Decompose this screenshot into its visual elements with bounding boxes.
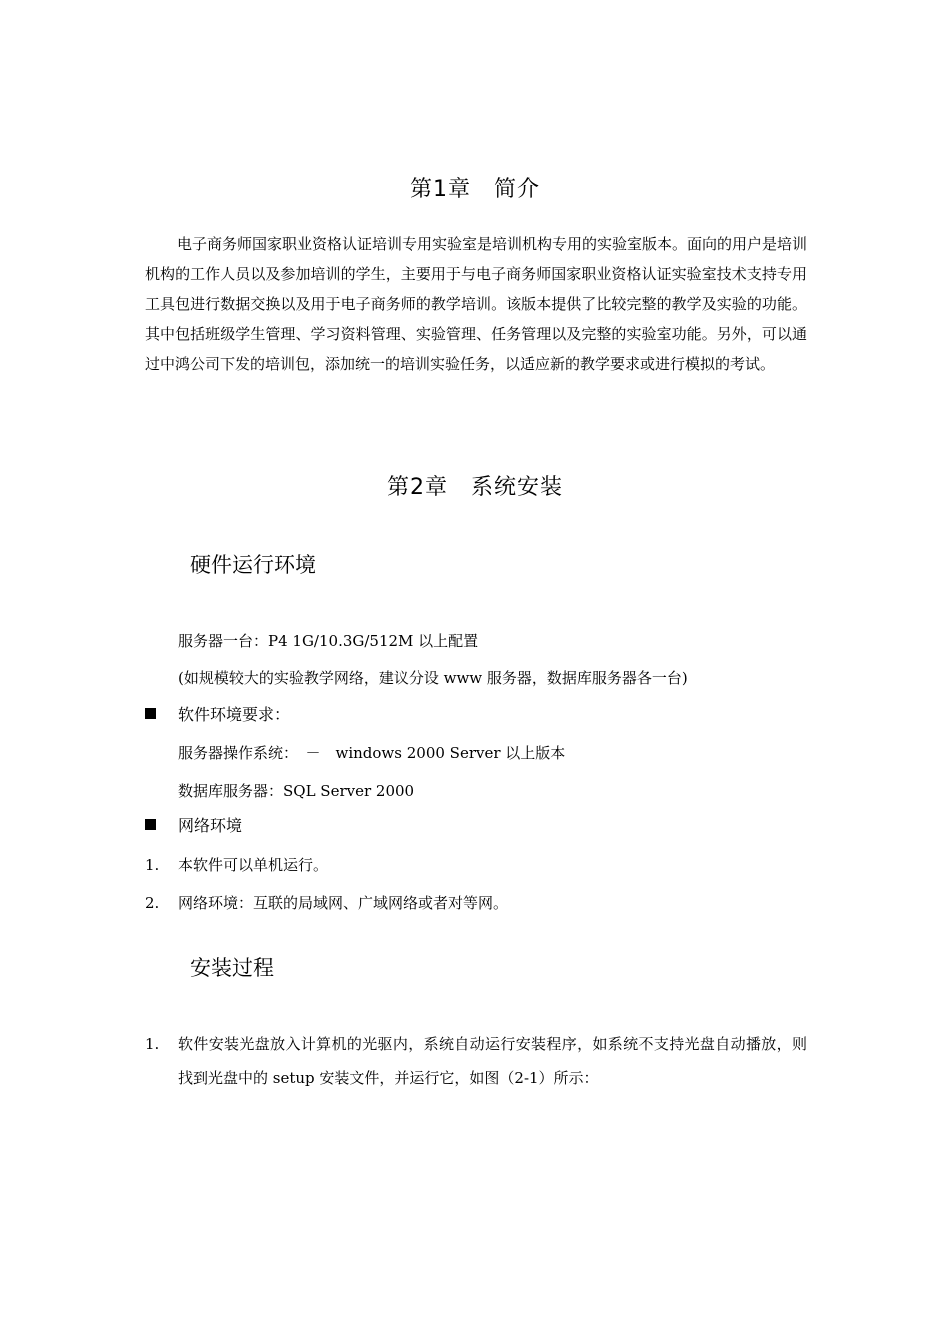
chapter-1-title: 第1章 简介 [410, 177, 540, 202]
list-text: 网络环境：互联的局域网、广域网络或者对等网。 [178, 894, 509, 912]
chapter-1-paragraph: 电子商务师国家职业资格认证培训专用实验室是培训机构专用的实验室版本。面向的用户是培训机构的工作人员以及参加培训的学生，主要用于与电子商务师国家职业资格认证实验室技术支持专用工具包进行数据交换以及用于电子商务师的教学培训。该版本提供了比较完整的教学及实验的功能。其中包括班级学生管理、学习资料管理、实验管理、任务管理以及完整的实验室功能。另外，可以通过中鸿公司下发的培训包，添加统一的培训实验任务，以适应新的教学要求或进行模拟的考试。 [145, 235, 808, 373]
network-item-1 [145, 854, 328, 876]
chapter-2-title: 第2章 系统安装 [387, 475, 563, 500]
software-heading: 软件环境要求： [178, 705, 291, 724]
install-section-title: 安装过程 [190, 956, 274, 980]
hardware-section-title: 硬件运行环境 [190, 553, 316, 577]
network-item-2 [145, 892, 508, 914]
hardware-line-server: 服务器一台：P4 1G/10.3G/512M 以上配置 [178, 632, 479, 650]
hardware-line-note: (如规模较大的实验教学网络，建议分设 www 服务器，数据库服务器各一台) [178, 669, 688, 687]
square-bullet-icon [145, 819, 156, 830]
list-text: 软件安装光盘放入计算机的光驱内，系统自动运行安装程序，如系统不支持光盘自动播放，则找到光盘中的 setup 安装文件，并运行它，如图（2-1）所示： [178, 1035, 807, 1087]
list-number: 2. [145, 894, 160, 912]
install-item-1 [145, 1027, 807, 1095]
list-number: 1. [145, 1035, 160, 1053]
list-number: 1. [145, 856, 160, 874]
software-heading-row [145, 704, 290, 726]
square-bullet-icon [145, 708, 156, 719]
network-heading-row [145, 815, 242, 837]
network-heading: 网络环境 [178, 816, 243, 835]
software-line-os: 服务器操作系统： － windows 2000 Server 以上版本 [178, 744, 566, 762]
list-text: 本软件可以单机运行。 [178, 856, 329, 874]
software-line-db: 数据库服务器：SQL Server 2000 [178, 782, 415, 800]
